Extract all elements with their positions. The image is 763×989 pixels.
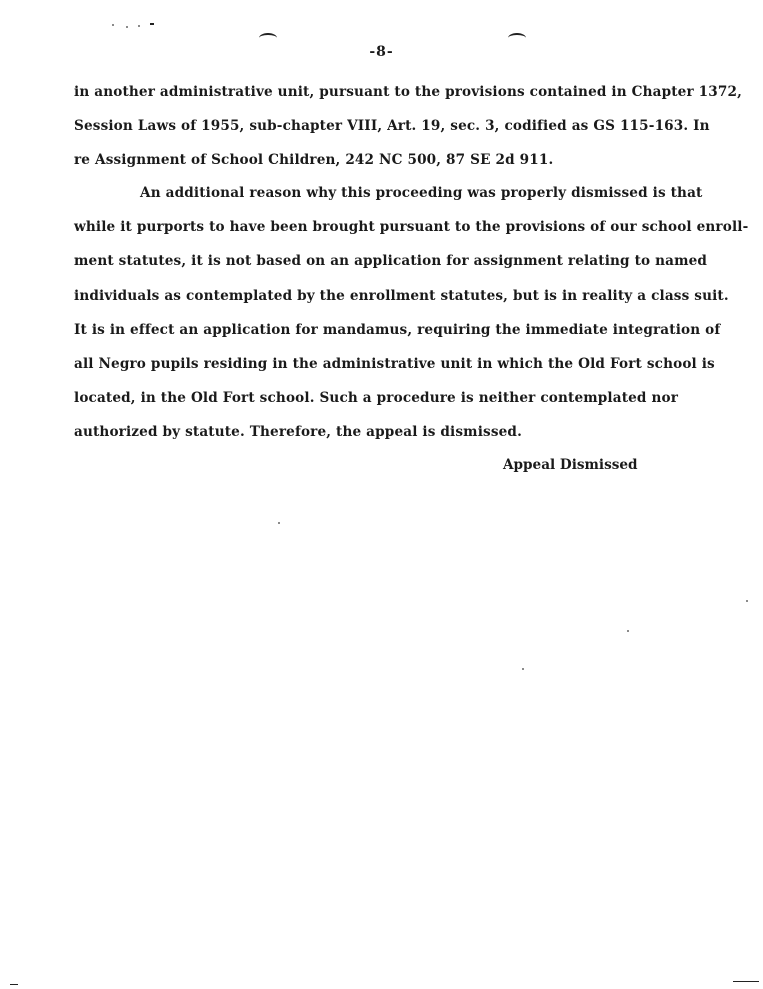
scan-speck <box>278 522 280 524</box>
paragraph-start-line: An additional reason why this proceeding was properly dismissed is that <box>140 185 703 201</box>
text-line: located, in the Old Fort school. Such a procedure is neither contemplated nor <box>74 390 679 406</box>
scan-speck <box>746 600 748 602</box>
scan-speck <box>126 26 128 28</box>
page-number: -8- <box>369 44 394 60</box>
text-line: while it purports to have been brought pursuant to the provisions of our school enroll- <box>74 219 749 235</box>
scan-speck <box>627 630 629 632</box>
text-line: It is in effect an application for mandamus, requiring the immediate integration of <box>74 322 721 338</box>
text-line: re Assignment of School Children, 242 NC 500, 87 SE 2d 911. <box>74 152 554 168</box>
closing-disposition: Appeal Dismissed <box>503 457 638 473</box>
text-line: authorized by statute. Therefore, the appeal is dismissed. <box>74 424 522 440</box>
scan-speck <box>138 25 140 27</box>
scan-mark <box>733 981 759 982</box>
text-line: Session Laws of 1955, sub-chapter VIII, Art. 19, sec. 3, codified as GS 115-163. In <box>74 118 710 134</box>
scan-mark <box>150 23 154 25</box>
text-line: individuals as contemplated by the enrollment statutes, but is in reality a class suit. <box>74 288 729 304</box>
scan-speck <box>112 24 114 26</box>
scan-arc-left <box>259 33 277 43</box>
scan-mark <box>10 984 18 985</box>
text-line: ment statutes, it is not based on an application for assignment relating to named <box>74 253 708 269</box>
scan-speck <box>522 668 524 670</box>
text-line: all Negro pupils residing in the administrative unit in which the Old Fort school is <box>74 356 715 372</box>
scan-arc-right <box>508 33 526 43</box>
text-line: in another administrative unit, pursuant to the provisions contained in Chapter 1372, <box>74 84 742 100</box>
